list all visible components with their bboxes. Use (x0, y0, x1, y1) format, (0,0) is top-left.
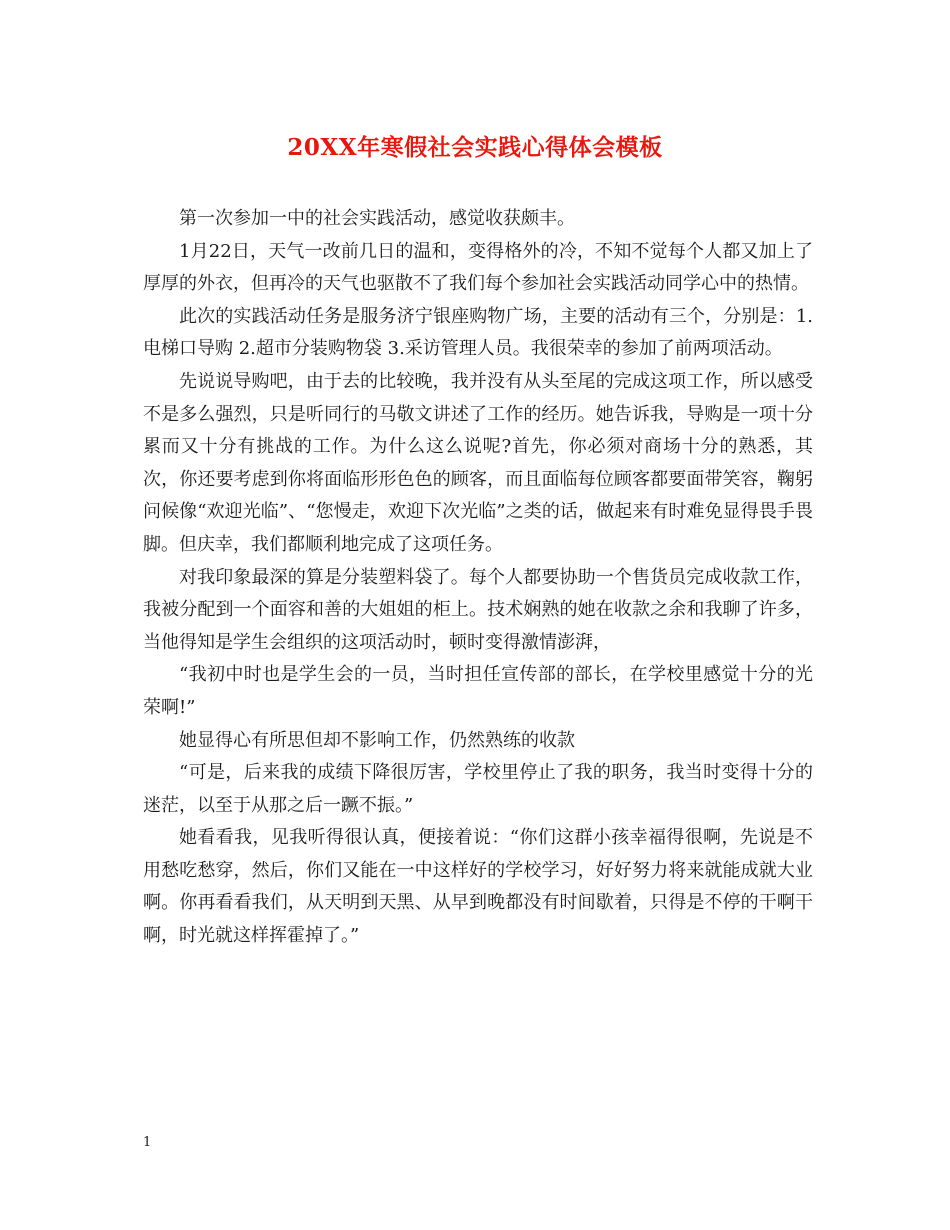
document-title: 20XX年寒假社会实践心得体会模板 (287, 134, 663, 161)
paragraph-9: 她看看我，见我听得很认真，便接着说：“你们这群小孩幸福得很啊，先说是不用愁吃愁穿，然后，你们又能在一中这样好的学校学习，好好努力将来就能成就大业啊。你再看看我们，从天明到天黑、从早到晚都没有时间歇着，只得是不停的干啊干啊，时光就这样挥霍掉了。” (143, 827, 813, 947)
paragraph-1: 第一次参加一中的社会实践活动，感觉收获颇丰。 (179, 208, 575, 229)
paragraph-4: 先说说导购吧，由于去的比较晚，我并没有从头至尾的完成这项工作，所以感受不是多么强烈，只是听同行的马敬文讲述了工作的经历。她告诉我，导购是一项十分累而又十分有挑战的工作。为什么这么说呢?首先，你必须对商场十分的熟悉，其次，你还要考虑到你将面临形形色色的顾客，而且面临每位顾客都要面带笑容，鞠躬问候像“欢迎光临”、“您慢走，欢迎下次光临”之类的话，做起来有时难免显得畏手畏脚。但庆幸，我们都顺利地完成了这项任务。 (143, 370, 813, 555)
paragraph-6: “我初中时也是学生会的一员，当时担任宣传部的部长，在学校里感觉十分的光荣啊!” (143, 664, 813, 718)
document-body (143, 203, 813, 953)
paragraph-2: 1月22日，天气一改前几日的温和，变得格外的冷，不知不觉每个人都又加上了厚厚的外衣，但再冷的天气也驱散不了我们每个参加社会实践活动同学心中的热情。 (143, 240, 813, 295)
paragraph-8: “可是，后来我的成绩下降很厉害，学校里停止了我的职务，我当时变得十分的迷茫，以至于从那之后一蹶不振。” (143, 762, 813, 816)
paragraph-3: 此次的实践活动任务是服务济宁银座购物广场，主要的活动有三个，分别是：1.电梯口导购 2.超市分装购物袋 3.采访管理人员。我很荣幸的参加了前两项活动。 (143, 305, 813, 360)
paragraph-7: 她显得心有所思但却不影响工作，仍然熟练的收款 (179, 729, 575, 751)
paragraph-5: 对我印象最深的算是分装塑料袋了。每个人都要协助一个售货员完成收款工作，我被分配到一个面容和善的大姐姐的柜上。技术娴熟的她在收款之余和我聊了许多，当他得知是学生会组织的这项活动时，顿时变得激情澎湃， (143, 566, 813, 653)
page-number: 1 (143, 1135, 152, 1150)
